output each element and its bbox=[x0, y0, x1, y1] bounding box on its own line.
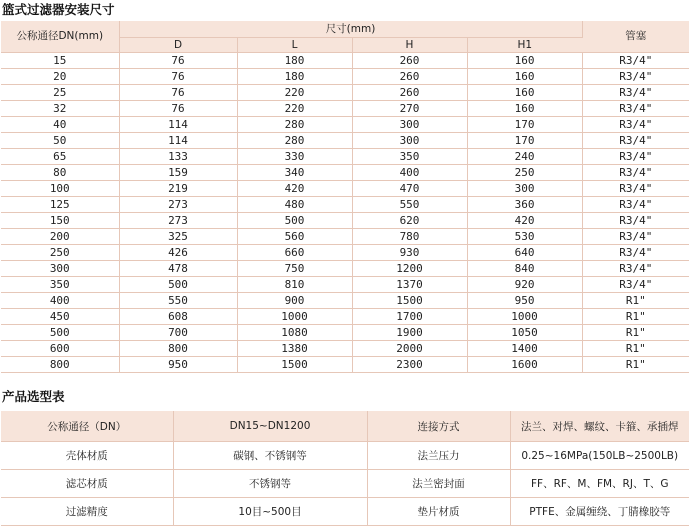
cell-d: 325 bbox=[119, 229, 237, 245]
table-row bbox=[1, 325, 689, 341]
cell-plug: R1" bbox=[582, 325, 689, 341]
dimension-table-body bbox=[1, 53, 689, 373]
cell-plug: R3/4" bbox=[582, 229, 689, 245]
cell-h1: 420 bbox=[467, 213, 582, 229]
cell-plug: R3/4" bbox=[582, 101, 689, 117]
cell-d: 76 bbox=[119, 53, 237, 69]
cell-d: 159 bbox=[119, 165, 237, 181]
table-row bbox=[1, 69, 689, 85]
cell-plug: R1" bbox=[582, 293, 689, 309]
table-row bbox=[1, 293, 689, 309]
cell-h1: 1050 bbox=[467, 325, 582, 341]
header-plug: 管塞 bbox=[582, 21, 689, 53]
spec-value: 不锈钢等 bbox=[173, 470, 367, 498]
cell-dn: 300 bbox=[1, 261, 119, 277]
cell-h1: 170 bbox=[467, 133, 582, 149]
spec-value: DN15~DN1200 bbox=[173, 411, 367, 442]
table-row bbox=[1, 245, 689, 261]
cell-d: 114 bbox=[119, 117, 237, 133]
cell-dn: 25 bbox=[1, 85, 119, 101]
cell-dn: 150 bbox=[1, 213, 119, 229]
header-h1: H1 bbox=[467, 38, 582, 53]
cell-l: 220 bbox=[237, 85, 352, 101]
cell-l: 180 bbox=[237, 53, 352, 69]
cell-h1: 530 bbox=[467, 229, 582, 245]
cell-h: 780 bbox=[352, 229, 467, 245]
cell-h: 260 bbox=[352, 53, 467, 69]
spec-label: 连接方式 bbox=[367, 411, 510, 442]
cell-l: 900 bbox=[237, 293, 352, 309]
cell-dn: 350 bbox=[1, 277, 119, 293]
spec-value: FF、RF、M、FM、RJ、T、G bbox=[510, 470, 689, 498]
spec-label: 壳体材质 bbox=[1, 442, 173, 470]
table-row bbox=[1, 442, 689, 470]
header-size-group: 尺寸(mm) bbox=[119, 21, 582, 38]
spec-label: 公称通径（DN） bbox=[1, 411, 173, 442]
cell-dn: 50 bbox=[1, 133, 119, 149]
cell-dn: 100 bbox=[1, 181, 119, 197]
header-h: H bbox=[352, 38, 467, 53]
cell-h1: 160 bbox=[467, 101, 582, 117]
table-row bbox=[1, 411, 689, 442]
spec-value: 法兰、对焊、螺纹、卡箍、承插焊 bbox=[510, 411, 689, 442]
cell-dn: 400 bbox=[1, 293, 119, 309]
cell-h1: 640 bbox=[467, 245, 582, 261]
cell-h1: 250 bbox=[467, 165, 582, 181]
cell-dn: 65 bbox=[1, 149, 119, 165]
cell-l: 1500 bbox=[237, 357, 352, 373]
cell-l: 280 bbox=[237, 117, 352, 133]
cell-h1: 840 bbox=[467, 261, 582, 277]
cell-dn: 600 bbox=[1, 341, 119, 357]
cell-dn: 32 bbox=[1, 101, 119, 117]
cell-dn: 125 bbox=[1, 197, 119, 213]
cell-d: 76 bbox=[119, 85, 237, 101]
cell-d: 950 bbox=[119, 357, 237, 373]
cell-dn: 800 bbox=[1, 357, 119, 373]
cell-d: 500 bbox=[119, 277, 237, 293]
cell-h: 260 bbox=[352, 85, 467, 101]
cell-h: 1700 bbox=[352, 309, 467, 325]
table-row bbox=[1, 85, 689, 101]
spec-value: 0.25~16MPa(150LB~2500LB) bbox=[510, 442, 689, 470]
spec-label: 过滤精度 bbox=[1, 498, 173, 526]
cell-plug: R3/4" bbox=[582, 133, 689, 149]
cell-h1: 160 bbox=[467, 53, 582, 69]
spec-value: 10目~500目 bbox=[173, 498, 367, 526]
cell-h: 620 bbox=[352, 213, 467, 229]
spec-label: 法兰密封面 bbox=[367, 470, 510, 498]
table-row bbox=[1, 498, 689, 526]
cell-plug: R1" bbox=[582, 357, 689, 373]
cell-h: 550 bbox=[352, 197, 467, 213]
cell-dn: 80 bbox=[1, 165, 119, 181]
table-row bbox=[1, 277, 689, 293]
cell-dn: 200 bbox=[1, 229, 119, 245]
table-row bbox=[1, 261, 689, 277]
table-row bbox=[1, 229, 689, 245]
table-row bbox=[1, 357, 689, 373]
cell-plug: R3/4" bbox=[582, 213, 689, 229]
table-row bbox=[1, 213, 689, 229]
cell-plug: R3/4" bbox=[582, 69, 689, 85]
spec-label: 垫片材质 bbox=[367, 498, 510, 526]
cell-plug: R3/4" bbox=[582, 85, 689, 101]
table-row bbox=[1, 101, 689, 117]
cell-dn: 20 bbox=[1, 69, 119, 85]
cell-h: 930 bbox=[352, 245, 467, 261]
cell-h1: 1600 bbox=[467, 357, 582, 373]
cell-d: 76 bbox=[119, 101, 237, 117]
cell-l: 1080 bbox=[237, 325, 352, 341]
cell-l: 660 bbox=[237, 245, 352, 261]
cell-d: 550 bbox=[119, 293, 237, 309]
table-row bbox=[1, 181, 689, 197]
cell-l: 220 bbox=[237, 101, 352, 117]
cell-h: 260 bbox=[352, 69, 467, 85]
cell-d: 273 bbox=[119, 213, 237, 229]
cell-plug: R3/4" bbox=[582, 261, 689, 277]
cell-h: 1370 bbox=[352, 277, 467, 293]
table-row bbox=[1, 165, 689, 181]
cell-plug: R3/4" bbox=[582, 181, 689, 197]
cell-h: 1900 bbox=[352, 325, 467, 341]
cell-plug: R3/4" bbox=[582, 197, 689, 213]
cell-h1: 950 bbox=[467, 293, 582, 309]
cell-h1: 1400 bbox=[467, 341, 582, 357]
cell-d: 114 bbox=[119, 133, 237, 149]
cell-h: 1500 bbox=[352, 293, 467, 309]
cell-plug: R3/4" bbox=[582, 165, 689, 181]
cell-l: 480 bbox=[237, 197, 352, 213]
spec-label: 法兰压力 bbox=[367, 442, 510, 470]
dimension-table bbox=[1, 21, 689, 373]
cell-h: 270 bbox=[352, 101, 467, 117]
cell-d: 426 bbox=[119, 245, 237, 261]
cell-d: 219 bbox=[119, 181, 237, 197]
cell-dn: 450 bbox=[1, 309, 119, 325]
cell-l: 180 bbox=[237, 69, 352, 85]
cell-d: 700 bbox=[119, 325, 237, 341]
cell-h1: 360 bbox=[467, 197, 582, 213]
cell-plug: R3/4" bbox=[582, 53, 689, 69]
cell-h: 1200 bbox=[352, 261, 467, 277]
cell-d: 608 bbox=[119, 309, 237, 325]
cell-d: 273 bbox=[119, 197, 237, 213]
cell-h: 300 bbox=[352, 133, 467, 149]
cell-l: 330 bbox=[237, 149, 352, 165]
cell-h: 2000 bbox=[352, 341, 467, 357]
cell-h1: 170 bbox=[467, 117, 582, 133]
cell-h1: 160 bbox=[467, 69, 582, 85]
cell-l: 1380 bbox=[237, 341, 352, 357]
table-row bbox=[1, 149, 689, 165]
table-row bbox=[1, 117, 689, 133]
table-row bbox=[1, 53, 689, 69]
cell-plug: R3/4" bbox=[582, 245, 689, 261]
header-l: L bbox=[237, 38, 352, 53]
spec-label: 滤芯材质 bbox=[1, 470, 173, 498]
spec-value: PTFE、金属缠绕、丁腈橡胶等 bbox=[510, 498, 689, 526]
cell-dn: 500 bbox=[1, 325, 119, 341]
selection-table-title: 产品选型表 bbox=[2, 389, 65, 404]
cell-d: 76 bbox=[119, 69, 237, 85]
cell-h1: 1000 bbox=[467, 309, 582, 325]
cell-plug: R1" bbox=[582, 309, 689, 325]
cell-plug: R3/4" bbox=[582, 149, 689, 165]
cell-l: 500 bbox=[237, 213, 352, 229]
cell-l: 280 bbox=[237, 133, 352, 149]
cell-d: 800 bbox=[119, 341, 237, 357]
cell-d: 133 bbox=[119, 149, 237, 165]
table-row bbox=[1, 470, 689, 498]
cell-h: 400 bbox=[352, 165, 467, 181]
cell-dn: 40 bbox=[1, 117, 119, 133]
table-row bbox=[1, 341, 689, 357]
selection-table bbox=[1, 411, 689, 526]
cell-h: 350 bbox=[352, 149, 467, 165]
table-row bbox=[1, 309, 689, 325]
cell-h1: 160 bbox=[467, 85, 582, 101]
cell-h1: 300 bbox=[467, 181, 582, 197]
table-row bbox=[1, 197, 689, 213]
cell-h1: 240 bbox=[467, 149, 582, 165]
spec-value: 碳钢、不锈钢等 bbox=[173, 442, 367, 470]
cell-h1: 920 bbox=[467, 277, 582, 293]
header-d: D bbox=[119, 38, 237, 53]
header-dn: 公称通径DN(mm) bbox=[1, 21, 119, 53]
cell-h: 2300 bbox=[352, 357, 467, 373]
cell-plug: R3/4" bbox=[582, 117, 689, 133]
cell-l: 810 bbox=[237, 277, 352, 293]
cell-h: 300 bbox=[352, 117, 467, 133]
cell-dn: 15 bbox=[1, 53, 119, 69]
cell-l: 750 bbox=[237, 261, 352, 277]
cell-l: 340 bbox=[237, 165, 352, 181]
dimension-table-title: 篮式过滤器安装尺寸 bbox=[2, 2, 115, 17]
selection-table-body bbox=[1, 411, 689, 526]
cell-plug: R1" bbox=[582, 341, 689, 357]
cell-l: 420 bbox=[237, 181, 352, 197]
cell-plug: R3/4" bbox=[582, 277, 689, 293]
cell-dn: 250 bbox=[1, 245, 119, 261]
cell-d: 478 bbox=[119, 261, 237, 277]
cell-h: 470 bbox=[352, 181, 467, 197]
cell-l: 1000 bbox=[237, 309, 352, 325]
table-row bbox=[1, 133, 689, 149]
cell-l: 560 bbox=[237, 229, 352, 245]
